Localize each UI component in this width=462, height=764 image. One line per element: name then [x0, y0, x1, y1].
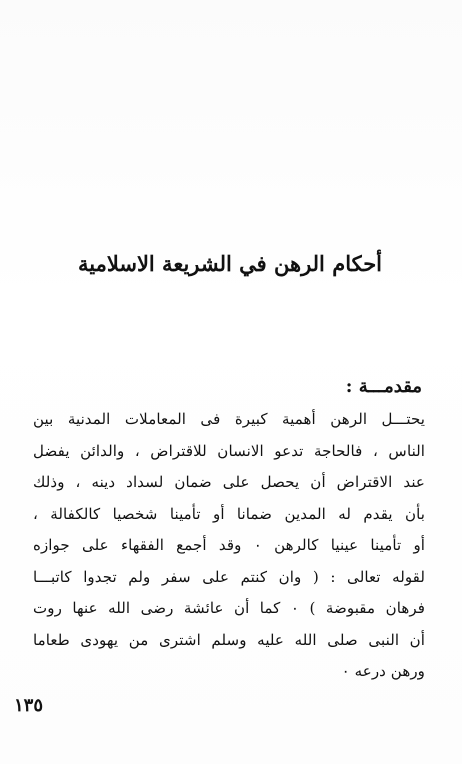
paragraph-line: يحتـــل الرهن أهمية كبيرة فى المعاملات المدنية بين: [33, 410, 425, 428]
paragraph-line: أن النبى صلى الله عليه وسلم اشترى من يهودى طعاما: [33, 630, 425, 649]
paragraph-line: فرهان مقبوضة ) ٠ كما أن عائشة رضى الله عنها روت: [33, 599, 425, 617]
body-paragraph: [33, 404, 425, 688]
page-title: أحكام الرهن في الشريعة الاسلامية: [77, 251, 383, 276]
paragraph-line: بأن يقدم له المدين ضمانا أو تأمينا شخصيا كالكفالة ،: [33, 504, 425, 523]
paragraph-line: عند الاقتراض أن يحصل على ضمان لسداد دينه ، وذلك: [33, 473, 425, 491]
section-heading: مقدمـــة :: [345, 376, 422, 397]
paragraph-line: الناس ، فالحاجة تدعو الانسان للاقتراض ، والدائن يفضل: [33, 441, 425, 460]
paragraph-line: ورهن درعه ٠: [341, 662, 425, 680]
paragraph-line: لقوله تعالى : ( وان كنتم على سفر ولم تجدوا كاتبـــا: [33, 567, 425, 586]
page-number: ١٣٥: [14, 695, 44, 716]
paragraph-line: أو تأمينا عينيا كالرهن ٠ وقد أجمع الفقهاء على جوازه: [33, 536, 425, 554]
